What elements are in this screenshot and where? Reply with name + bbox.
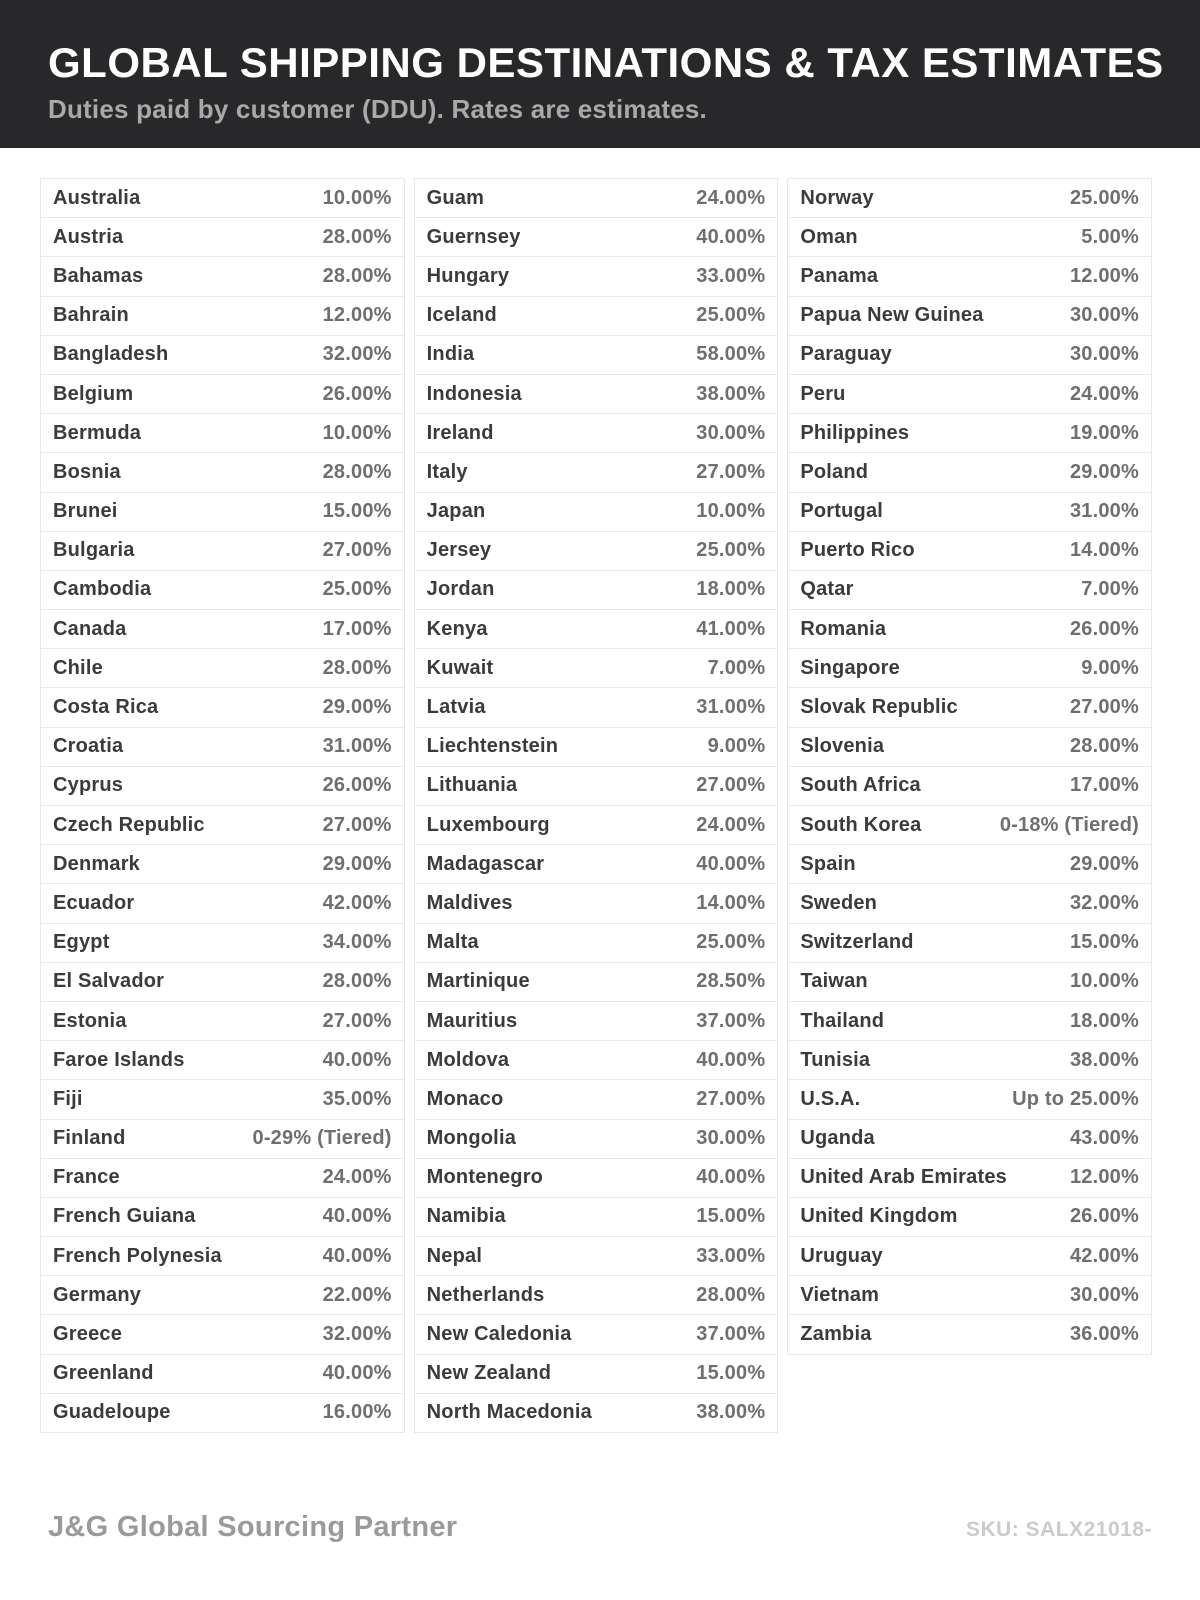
table-row bbox=[415, 688, 778, 727]
tax-rate-value: 26.00% bbox=[1069, 617, 1139, 640]
rates-column-1 bbox=[40, 178, 405, 1433]
country-name: Romania bbox=[800, 617, 887, 640]
country-name: Iceland bbox=[426, 304, 497, 327]
table-row bbox=[41, 1276, 404, 1315]
tax-rate-value: 36.00% bbox=[1069, 1323, 1139, 1346]
table-row bbox=[788, 257, 1151, 296]
table-row bbox=[41, 924, 404, 963]
tax-rate-value: 40.00% bbox=[696, 225, 766, 248]
tax-rate-value: 58.00% bbox=[696, 343, 766, 366]
table-row bbox=[415, 1237, 778, 1276]
tax-rate-value: 25.00% bbox=[322, 578, 392, 601]
country-name: Poland bbox=[800, 460, 869, 483]
country-name: Puerto Rico bbox=[800, 539, 915, 562]
tax-rate-value: 25.00% bbox=[696, 304, 766, 327]
tax-rate-value: 29.00% bbox=[1069, 460, 1139, 483]
tax-rate-value: 15.00% bbox=[322, 500, 392, 523]
tax-rate-value: 41.00% bbox=[696, 617, 766, 640]
tax-rate-value: 15.00% bbox=[1069, 931, 1139, 954]
table-row bbox=[415, 1120, 778, 1159]
table-row bbox=[415, 1394, 778, 1433]
tax-rate-value: 28.00% bbox=[322, 970, 392, 993]
country-name: Fiji bbox=[53, 1087, 83, 1110]
table-row bbox=[41, 688, 404, 727]
table-row bbox=[788, 453, 1151, 492]
tax-rate-value: 27.00% bbox=[322, 1009, 392, 1032]
tax-rate-value: 24.00% bbox=[322, 1166, 392, 1189]
table-row bbox=[788, 571, 1151, 610]
table-row bbox=[415, 1355, 778, 1394]
table-row bbox=[415, 297, 778, 336]
tax-rate-value: 26.00% bbox=[1069, 1205, 1139, 1228]
tax-rate-value: 19.00% bbox=[1069, 421, 1139, 444]
tax-rate-value: 38.00% bbox=[696, 1401, 766, 1424]
country-name: South Korea bbox=[800, 813, 922, 836]
tax-rate-value: 14.00% bbox=[1069, 539, 1139, 562]
country-name: Taiwan bbox=[800, 970, 868, 993]
tax-rate-value: 27.00% bbox=[696, 774, 766, 797]
tax-rate-value: 37.00% bbox=[696, 1009, 766, 1032]
country-name: Moldova bbox=[426, 1048, 510, 1071]
country-name: India bbox=[426, 343, 475, 366]
tax-rate-value: 38.00% bbox=[696, 382, 766, 405]
country-name: Greece bbox=[53, 1323, 123, 1346]
tax-rate-value: 40.00% bbox=[322, 1048, 392, 1071]
country-name: Thailand bbox=[800, 1009, 885, 1032]
table-row bbox=[415, 806, 778, 845]
country-name: Guadeloupe bbox=[53, 1401, 171, 1424]
country-name: Lithuania bbox=[426, 774, 518, 797]
country-name: Netherlands bbox=[426, 1283, 545, 1306]
table-row bbox=[415, 414, 778, 453]
page-footer bbox=[48, 1511, 1152, 1544]
country-name: French Polynesia bbox=[53, 1244, 222, 1267]
table-row bbox=[415, 453, 778, 492]
country-name: Madagascar bbox=[426, 852, 545, 875]
tax-rate-value: 37.00% bbox=[696, 1323, 766, 1346]
country-name: Monaco bbox=[426, 1087, 504, 1110]
tax-rate-value: 5.00% bbox=[1081, 225, 1139, 248]
table-row bbox=[788, 297, 1151, 336]
table-row bbox=[788, 532, 1151, 571]
tax-rate-value: 28.00% bbox=[696, 1283, 766, 1306]
table-row bbox=[415, 728, 778, 767]
table-row bbox=[788, 1198, 1151, 1237]
sku-label: SKU: SALX21018- bbox=[965, 1518, 1152, 1541]
tax-rate-value: 18.00% bbox=[696, 578, 766, 601]
country-name: Costa Rica bbox=[53, 696, 159, 719]
country-name: Austria bbox=[53, 225, 124, 248]
table-row bbox=[41, 1002, 404, 1041]
tax-rate-value: 40.00% bbox=[696, 852, 766, 875]
tax-rate-value: 27.00% bbox=[696, 1087, 766, 1110]
country-name: Croatia bbox=[53, 735, 124, 758]
country-name: French Guiana bbox=[53, 1205, 196, 1228]
table-row bbox=[41, 532, 404, 571]
country-name: Norway bbox=[800, 186, 874, 209]
country-name: Greenland bbox=[53, 1362, 154, 1385]
tax-rate-value: 9.00% bbox=[1081, 656, 1139, 679]
tax-rate-value: 30.00% bbox=[1069, 343, 1139, 366]
tax-rate-value: 29.00% bbox=[322, 852, 392, 875]
tax-rate-value: 0-29% (Tiered) bbox=[252, 1127, 392, 1150]
country-name: North Macedonia bbox=[426, 1401, 592, 1424]
table-row bbox=[415, 963, 778, 1002]
tax-rate-value: 28.00% bbox=[322, 460, 392, 483]
tax-rate-value: 31.00% bbox=[1069, 500, 1139, 523]
table-row bbox=[41, 1394, 404, 1433]
tax-rate-value: 17.00% bbox=[1069, 774, 1139, 797]
tax-rate-value: 10.00% bbox=[322, 186, 392, 209]
country-name: Bangladesh bbox=[53, 343, 169, 366]
brand-name: J&G Global Sourcing Partner bbox=[48, 1511, 458, 1543]
country-name: Kuwait bbox=[426, 656, 494, 679]
table-row bbox=[415, 649, 778, 688]
table-row bbox=[415, 1198, 778, 1237]
country-name: Indonesia bbox=[426, 382, 522, 405]
tax-rate-value: 25.00% bbox=[696, 539, 766, 562]
tax-rate-value: 35.00% bbox=[322, 1087, 392, 1110]
country-name: Zambia bbox=[800, 1323, 872, 1346]
country-name: Bahamas bbox=[53, 264, 144, 287]
country-name: Malta bbox=[426, 931, 479, 954]
tax-rate-value: 10.00% bbox=[1069, 970, 1139, 993]
country-name: Italy bbox=[426, 460, 468, 483]
table-row bbox=[41, 963, 404, 1002]
tax-rate-value: 43.00% bbox=[1069, 1127, 1139, 1150]
tax-rate-value: 40.00% bbox=[322, 1205, 392, 1228]
country-name: Chile bbox=[53, 656, 103, 679]
table-row bbox=[415, 257, 778, 296]
table-row bbox=[415, 924, 778, 963]
tax-rate-value: 28.50% bbox=[696, 970, 766, 993]
table-row bbox=[41, 1198, 404, 1237]
table-row bbox=[415, 179, 778, 218]
table-row bbox=[41, 767, 404, 806]
table-row bbox=[41, 375, 404, 414]
country-name: United Kingdom bbox=[800, 1205, 958, 1228]
table-row bbox=[41, 1355, 404, 1394]
tax-rate-value: 29.00% bbox=[322, 696, 392, 719]
country-name: U.S.A. bbox=[800, 1087, 861, 1110]
table-row bbox=[788, 728, 1151, 767]
country-name: Martinique bbox=[426, 970, 530, 993]
country-name: Denmark bbox=[53, 852, 140, 875]
table-row bbox=[415, 336, 778, 375]
tax-rate-value: 30.00% bbox=[1069, 304, 1139, 327]
table-row bbox=[415, 571, 778, 610]
table-row bbox=[41, 884, 404, 923]
tax-rate-value: 12.00% bbox=[322, 304, 392, 327]
table-row bbox=[41, 257, 404, 296]
table-row bbox=[41, 1237, 404, 1276]
tax-rate-value: 40.00% bbox=[322, 1244, 392, 1267]
country-name: Slovak Republic bbox=[800, 696, 958, 719]
table-row bbox=[788, 414, 1151, 453]
table-row bbox=[788, 493, 1151, 532]
table-row bbox=[788, 1002, 1151, 1041]
table-row bbox=[415, 532, 778, 571]
table-row bbox=[415, 375, 778, 414]
tax-rate-value: 18.00% bbox=[1069, 1009, 1139, 1032]
country-name: Jordan bbox=[426, 578, 495, 601]
country-name: Egypt bbox=[53, 931, 110, 954]
country-name: United Arab Emirates bbox=[800, 1166, 1007, 1189]
country-name: Cambodia bbox=[53, 578, 152, 601]
tax-rate-value: 24.00% bbox=[696, 186, 766, 209]
tax-rate-value: 40.00% bbox=[696, 1048, 766, 1071]
table-row bbox=[788, 884, 1151, 923]
country-name: Qatar bbox=[800, 578, 854, 601]
country-name: Czech Republic bbox=[53, 813, 205, 836]
country-name: Jersey bbox=[426, 539, 492, 562]
country-name: Finland bbox=[53, 1127, 126, 1150]
tax-rate-value: 40.00% bbox=[322, 1362, 392, 1385]
country-name: Ireland bbox=[426, 421, 494, 444]
table-row bbox=[415, 1080, 778, 1119]
tax-rate-value: 32.00% bbox=[1069, 891, 1139, 914]
country-name: Tunisia bbox=[800, 1048, 871, 1071]
tax-rate-value: 27.00% bbox=[322, 813, 392, 836]
tax-rate-value: 27.00% bbox=[696, 460, 766, 483]
tax-rate-value: 22.00% bbox=[322, 1283, 392, 1306]
table-row bbox=[415, 845, 778, 884]
table-row bbox=[788, 688, 1151, 727]
country-name: Bermuda bbox=[53, 421, 142, 444]
table-row bbox=[788, 767, 1151, 806]
table-row bbox=[415, 1041, 778, 1080]
tax-rate-value: 25.00% bbox=[1069, 186, 1139, 209]
table-row bbox=[41, 414, 404, 453]
table-row bbox=[41, 845, 404, 884]
country-name: Nepal bbox=[426, 1244, 483, 1267]
country-name: Bosnia bbox=[53, 460, 121, 483]
country-name: Philippines bbox=[800, 421, 910, 444]
tax-rate-value: 27.00% bbox=[1069, 696, 1139, 719]
table-row bbox=[415, 1276, 778, 1315]
tax-rate-value: 32.00% bbox=[322, 343, 392, 366]
table-row bbox=[41, 806, 404, 845]
table-row bbox=[41, 571, 404, 610]
tax-rate-value: 26.00% bbox=[322, 774, 392, 797]
table-row bbox=[788, 179, 1151, 218]
table-row bbox=[415, 767, 778, 806]
country-name: Canada bbox=[53, 617, 127, 640]
table-row bbox=[415, 1159, 778, 1198]
tax-rate-value: 28.00% bbox=[1069, 735, 1139, 758]
table-row bbox=[41, 1041, 404, 1080]
country-name: France bbox=[53, 1166, 120, 1189]
country-name: Sweden bbox=[800, 891, 878, 914]
tax-rate-value: 7.00% bbox=[707, 656, 766, 679]
country-name: Faroe Islands bbox=[53, 1048, 185, 1071]
country-name: Belgium bbox=[53, 382, 134, 405]
tax-rate-value: 24.00% bbox=[696, 813, 766, 836]
table-row bbox=[415, 218, 778, 257]
country-name: Maldives bbox=[426, 891, 513, 914]
country-name: Brunei bbox=[53, 500, 118, 523]
country-name: Singapore bbox=[800, 656, 900, 679]
country-name: Montenegro bbox=[426, 1166, 544, 1189]
page-header bbox=[0, 0, 1200, 148]
table-row bbox=[788, 1159, 1151, 1198]
table-row bbox=[788, 336, 1151, 375]
tax-rate-value: 10.00% bbox=[322, 421, 392, 444]
country-name: Bulgaria bbox=[53, 539, 135, 562]
tax-rate-value: 30.00% bbox=[696, 421, 766, 444]
tax-rate-value: 12.00% bbox=[1069, 264, 1139, 287]
table-row bbox=[41, 297, 404, 336]
country-name: Guam bbox=[426, 186, 485, 209]
page-title: GLOBAL SHIPPING DESTINATIONS & TAX ESTIMATES bbox=[48, 39, 1164, 86]
tax-rate-value: 28.00% bbox=[322, 656, 392, 679]
country-name: Peru bbox=[800, 382, 846, 405]
country-name: Paraguay bbox=[800, 343, 892, 366]
table-row bbox=[41, 649, 404, 688]
table-row bbox=[41, 453, 404, 492]
table-row bbox=[788, 963, 1151, 1002]
table-row bbox=[788, 1237, 1151, 1276]
country-name: Portugal bbox=[800, 500, 884, 523]
country-name: Slovenia bbox=[800, 735, 885, 758]
table-row bbox=[415, 1002, 778, 1041]
table-row bbox=[415, 493, 778, 532]
country-name: New Zealand bbox=[426, 1362, 552, 1385]
table-row bbox=[415, 1315, 778, 1354]
tax-rate-value: 10.00% bbox=[696, 500, 766, 523]
tax-rate-value: 14.00% bbox=[696, 891, 766, 914]
country-name: Papua New Guinea bbox=[800, 304, 984, 327]
tax-rate-value: 31.00% bbox=[322, 735, 392, 758]
table-row bbox=[41, 493, 404, 532]
table-row bbox=[788, 218, 1151, 257]
country-name: Luxembourg bbox=[426, 813, 550, 836]
table-row bbox=[41, 610, 404, 649]
country-name: Uganda bbox=[800, 1127, 875, 1150]
country-name: Liechtenstein bbox=[426, 735, 559, 758]
country-name: Estonia bbox=[53, 1009, 127, 1032]
table-row bbox=[788, 649, 1151, 688]
table-row bbox=[41, 179, 404, 218]
tax-rate-value: 42.00% bbox=[1069, 1244, 1139, 1267]
country-name: Cyprus bbox=[53, 774, 124, 797]
table-row bbox=[788, 924, 1151, 963]
tax-rate-value: 12.00% bbox=[1069, 1166, 1139, 1189]
table-row bbox=[41, 1120, 404, 1159]
tax-rate-value: 31.00% bbox=[696, 696, 766, 719]
tax-rate-value: 28.00% bbox=[322, 264, 392, 287]
table-row bbox=[41, 218, 404, 257]
table-row bbox=[788, 845, 1151, 884]
tax-rate-value: 25.00% bbox=[696, 931, 766, 954]
table-row bbox=[788, 1080, 1151, 1119]
table-row bbox=[788, 375, 1151, 414]
tax-rate-value: 27.00% bbox=[322, 539, 392, 562]
tax-rate-value: 38.00% bbox=[1069, 1048, 1139, 1071]
table-row bbox=[41, 1159, 404, 1198]
tax-rate-value: 26.00% bbox=[322, 382, 392, 405]
table-row bbox=[415, 884, 778, 923]
tax-rate-value: 42.00% bbox=[322, 891, 392, 914]
table-row bbox=[788, 1276, 1151, 1315]
tax-rate-value: 17.00% bbox=[322, 617, 392, 640]
country-name: Spain bbox=[800, 852, 856, 875]
country-name: Uruguay bbox=[800, 1244, 883, 1267]
tax-rate-value: 24.00% bbox=[1069, 382, 1139, 405]
tax-rate-value: 32.00% bbox=[322, 1323, 392, 1346]
table-row bbox=[41, 728, 404, 767]
country-name: Mauritius bbox=[426, 1009, 518, 1032]
tax-rate-value: 7.00% bbox=[1081, 578, 1139, 601]
tax-rate-value: 15.00% bbox=[696, 1362, 766, 1385]
country-name: Switzerland bbox=[800, 931, 914, 954]
tax-rate-value: 40.00% bbox=[696, 1166, 766, 1189]
country-name: Kenya bbox=[426, 617, 488, 640]
rates-column-3 bbox=[787, 178, 1152, 1355]
country-name: Germany bbox=[53, 1283, 142, 1306]
table-row bbox=[788, 1120, 1151, 1159]
country-name: Australia bbox=[53, 186, 141, 209]
country-name: Bahrain bbox=[53, 304, 129, 327]
tax-rate-value: 30.00% bbox=[1069, 1283, 1139, 1306]
tax-rate-value: 34.00% bbox=[322, 931, 392, 954]
country-name: Vietnam bbox=[800, 1283, 880, 1306]
tax-rate-value: 33.00% bbox=[696, 1244, 766, 1267]
country-name: New Caledonia bbox=[426, 1323, 572, 1346]
country-name: Panama bbox=[800, 264, 879, 287]
country-name: Hungary bbox=[426, 264, 510, 287]
tax-rate-value: 29.00% bbox=[1069, 852, 1139, 875]
tax-rate-value: Up to 25.00% bbox=[1012, 1087, 1139, 1110]
table-row bbox=[415, 610, 778, 649]
country-name: El Salvador bbox=[53, 970, 165, 993]
tax-rate-value: 15.00% bbox=[696, 1205, 766, 1228]
country-name: Latvia bbox=[426, 696, 486, 719]
tax-rate-value: 28.00% bbox=[322, 225, 392, 248]
country-name: South Africa bbox=[800, 774, 921, 797]
tax-rates-table bbox=[40, 178, 1152, 1433]
table-row bbox=[41, 336, 404, 375]
tax-rate-value: 33.00% bbox=[696, 264, 766, 287]
country-name: Namibia bbox=[426, 1205, 506, 1228]
tax-rate-value: 0-18% (Tiered) bbox=[999, 813, 1139, 836]
tax-rate-value: 16.00% bbox=[322, 1401, 392, 1424]
country-name: Oman bbox=[800, 225, 858, 248]
tax-rate-value: 9.00% bbox=[707, 735, 766, 758]
rates-column-2 bbox=[414, 178, 779, 1433]
country-name: Guernsey bbox=[426, 225, 521, 248]
table-row bbox=[41, 1080, 404, 1119]
table-row bbox=[788, 1315, 1151, 1354]
table-row bbox=[41, 1315, 404, 1354]
tax-rate-value: 30.00% bbox=[696, 1127, 766, 1150]
country-name: Japan bbox=[426, 500, 486, 523]
table-row bbox=[788, 1041, 1151, 1080]
country-name: Ecuador bbox=[53, 891, 135, 914]
country-name: Mongolia bbox=[426, 1127, 517, 1150]
table-row bbox=[788, 806, 1151, 845]
table-row bbox=[788, 610, 1151, 649]
page-subtitle: Duties paid by customer (DDU). Rates are estimates. bbox=[48, 94, 707, 124]
